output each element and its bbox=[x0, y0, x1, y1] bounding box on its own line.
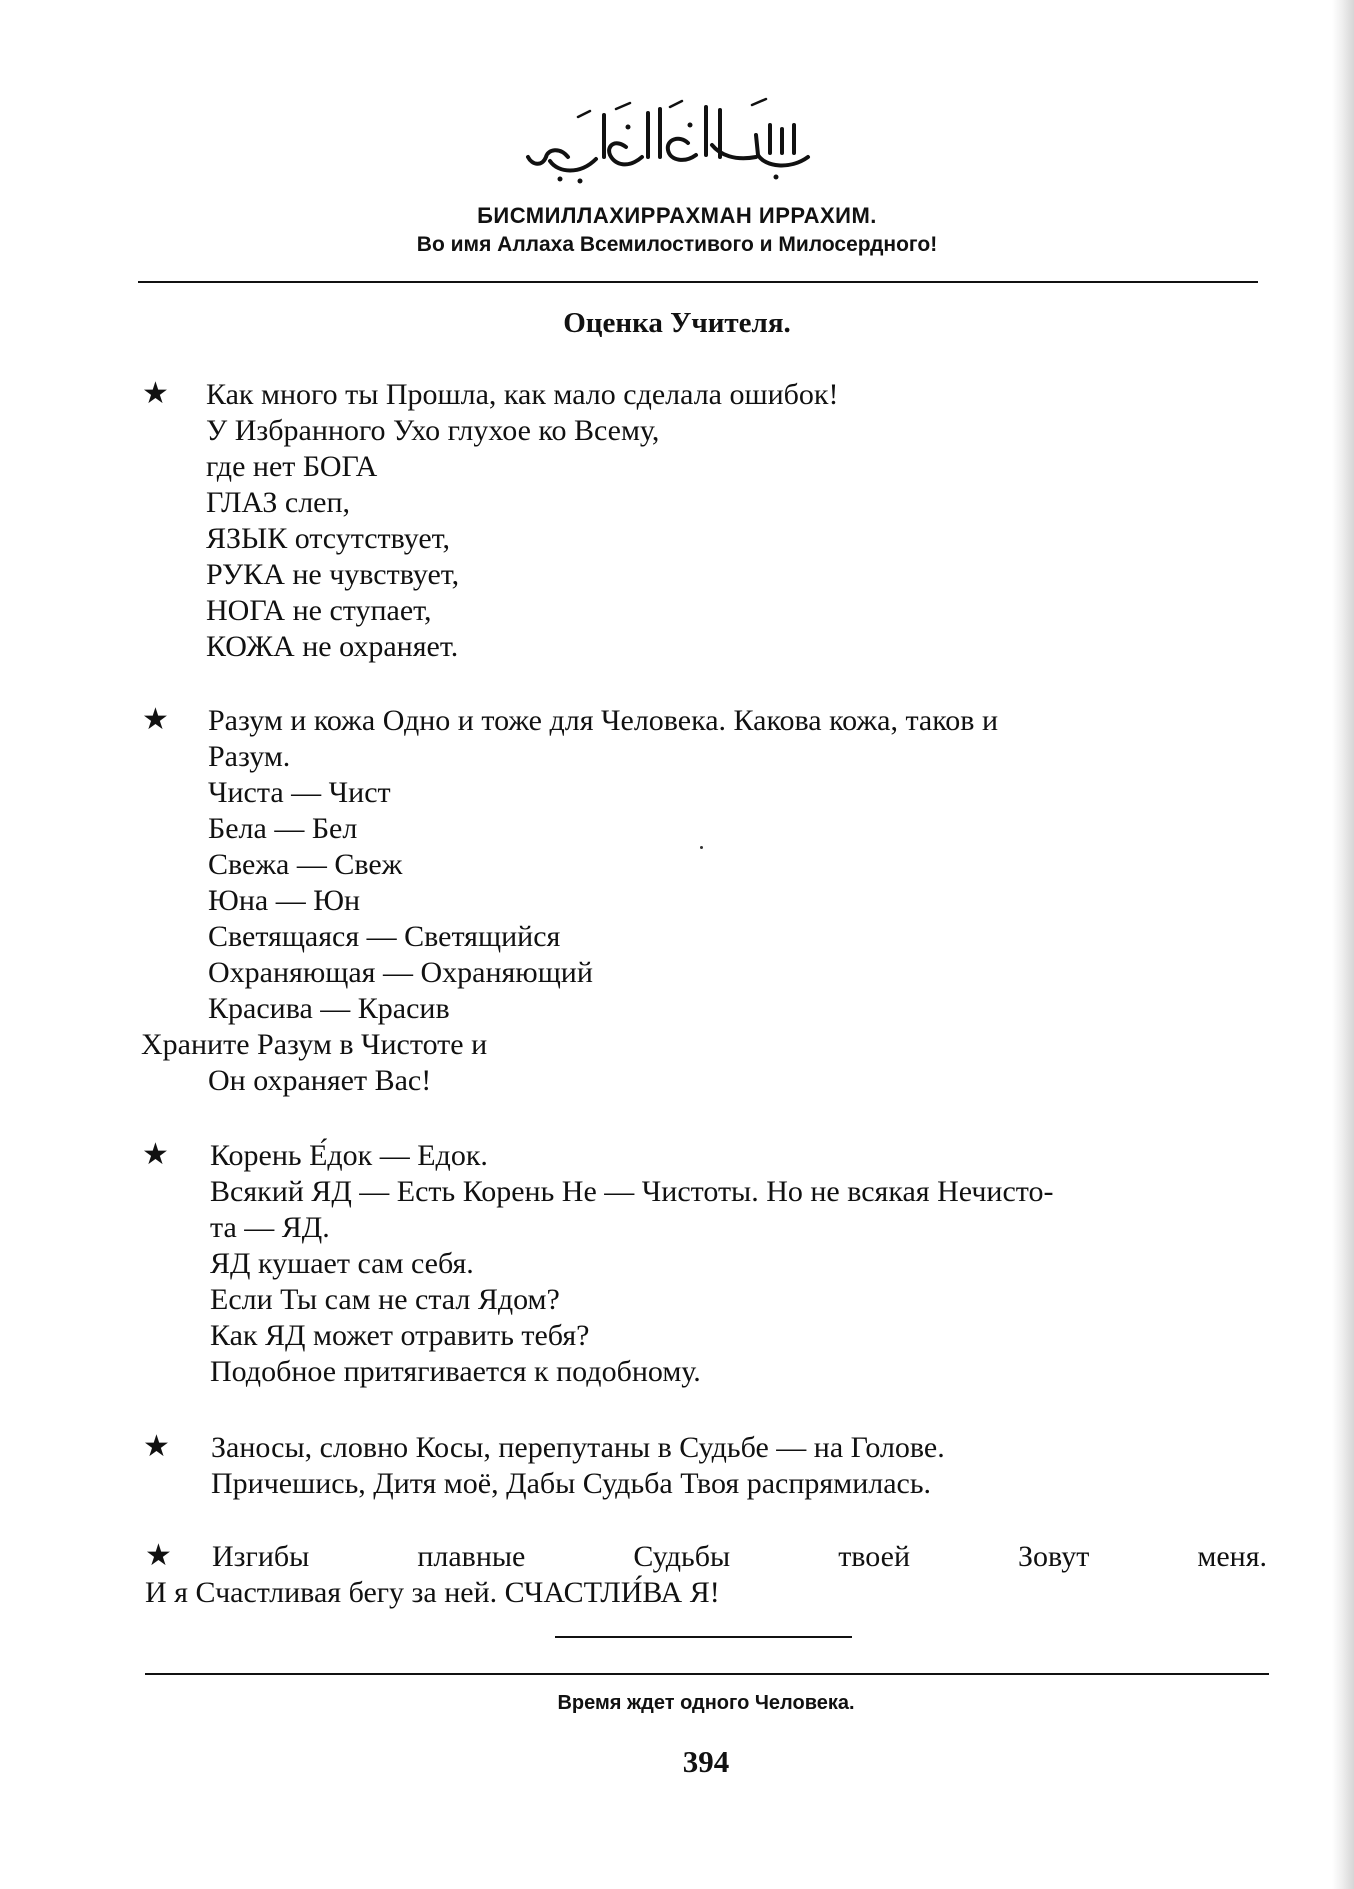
basmala-transliteration: БИСМИЛЛАХИРРАХМАН ИРРАХИМ. bbox=[477, 203, 877, 228]
stanza-3-line-7: Подобное притягивается к подобному. bbox=[210, 1355, 701, 1388]
section-heading: Оценка Учителя. bbox=[563, 307, 791, 339]
stanza-5-word: меня. bbox=[1197, 1540, 1267, 1573]
stanza-4-line-1: Заносы, словно Косы, перепутаны в Судьбе — на Голове. bbox=[211, 1431, 945, 1464]
basmala-translation: Во имя Аллаха Всемилостивого и Милосердного! bbox=[416, 233, 938, 256]
star-bullet-icon: ★ bbox=[142, 702, 169, 737]
page-number: 394 bbox=[682, 1744, 730, 1779]
stanza-2-line-3: Чиста — Чист bbox=[208, 776, 391, 809]
stanza-2-line-11: Он охраняет Вас! bbox=[208, 1064, 432, 1097]
header-divider bbox=[138, 281, 1258, 283]
stanza-1-line-1: Как много ты Прошла, как мало сделала ошибок! bbox=[206, 378, 839, 411]
star-bullet-icon: ★ bbox=[143, 1429, 170, 1464]
stanza-3-line-1: Корень Е́док — Едок. bbox=[210, 1139, 488, 1172]
stanza-1-line-7: НОГА не ступает, bbox=[206, 594, 432, 627]
stanza-5-word: Зовут bbox=[1018, 1540, 1090, 1573]
star-bullet-icon: ★ bbox=[142, 1137, 169, 1172]
page-edge-shadow bbox=[1332, 0, 1354, 1889]
stanza-1-line-6: РУКА не чувствует, bbox=[206, 558, 460, 591]
stanza-1-line-5: ЯЗЫК отсутствует, bbox=[206, 522, 451, 555]
stanza-5-word: твоей bbox=[838, 1540, 910, 1573]
star-bullet-icon: ★ bbox=[145, 1538, 172, 1573]
star-bullet-icon: ★ bbox=[142, 376, 169, 411]
footer-motto: Время ждет одного Человека. bbox=[557, 1692, 855, 1714]
stanza-3-line-6: Как ЯД может отравить тебя? bbox=[210, 1319, 590, 1352]
stanza-1-line-8: КОЖА не охраняет. bbox=[206, 630, 459, 663]
stanza-5-word: Изгибы bbox=[212, 1540, 310, 1573]
stanza-2-line-8: Охраняющая — Охраняющий bbox=[208, 956, 593, 989]
stanza-2-line-10: Храните Разум в Чистоте и bbox=[141, 1028, 488, 1061]
stanza-1-line-2: У Избранного Ухо глухое ко Всему, bbox=[206, 414, 660, 447]
stanza-3-line-5: Если Ты сам не стал Ядом? bbox=[210, 1283, 560, 1316]
stanza-2-line-7: Светящаяся — Светящийся bbox=[208, 920, 561, 953]
stanza-2-line-5: Свежа — Свеж bbox=[208, 848, 403, 881]
stanza-5-word: плавные bbox=[417, 1540, 526, 1573]
stanza-2-line-2: Разум. bbox=[208, 740, 291, 773]
stanza-1-line-3: где нет БОГА bbox=[206, 450, 378, 483]
stanza-4-line-2: Причешись, Дитя моё, Дабы Судьба Твоя распрямилась. bbox=[211, 1467, 932, 1500]
stanza-5-justified-line bbox=[212, 1539, 1267, 1575]
end-of-section-rule bbox=[555, 1636, 852, 1638]
stanza-3-line-3: та — ЯД. bbox=[210, 1211, 330, 1244]
stanza-2-line-6: Юна — Юн bbox=[208, 884, 361, 917]
stanza-3-line-4: ЯД кушает сам себя. bbox=[210, 1247, 474, 1280]
stanza-3-line-2: Всякий ЯД — Есть Корень Не — Чистоты. Но не всякая Нечисто- bbox=[210, 1175, 1054, 1208]
stanza-2-line-4: Бела — Бел bbox=[208, 812, 358, 845]
print-speck bbox=[700, 846, 703, 849]
stanza-2-line-1: Разум и кожа Одно и тоже для Человека. Какова кожа, таков и bbox=[208, 704, 999, 737]
footer-divider bbox=[145, 1673, 1269, 1675]
basmala-calligraphy bbox=[520, 95, 820, 190]
stanza-5-line-2: И я Счастливая бегу за ней. СЧАСТЛИ́ВА Я! bbox=[145, 1576, 720, 1609]
stanza-5-word: Судьбы bbox=[633, 1540, 731, 1573]
stanza-1-line-4: ГЛАЗ слеп, bbox=[206, 486, 351, 519]
stanza-2-line-9: Красива — Красив bbox=[208, 992, 450, 1025]
